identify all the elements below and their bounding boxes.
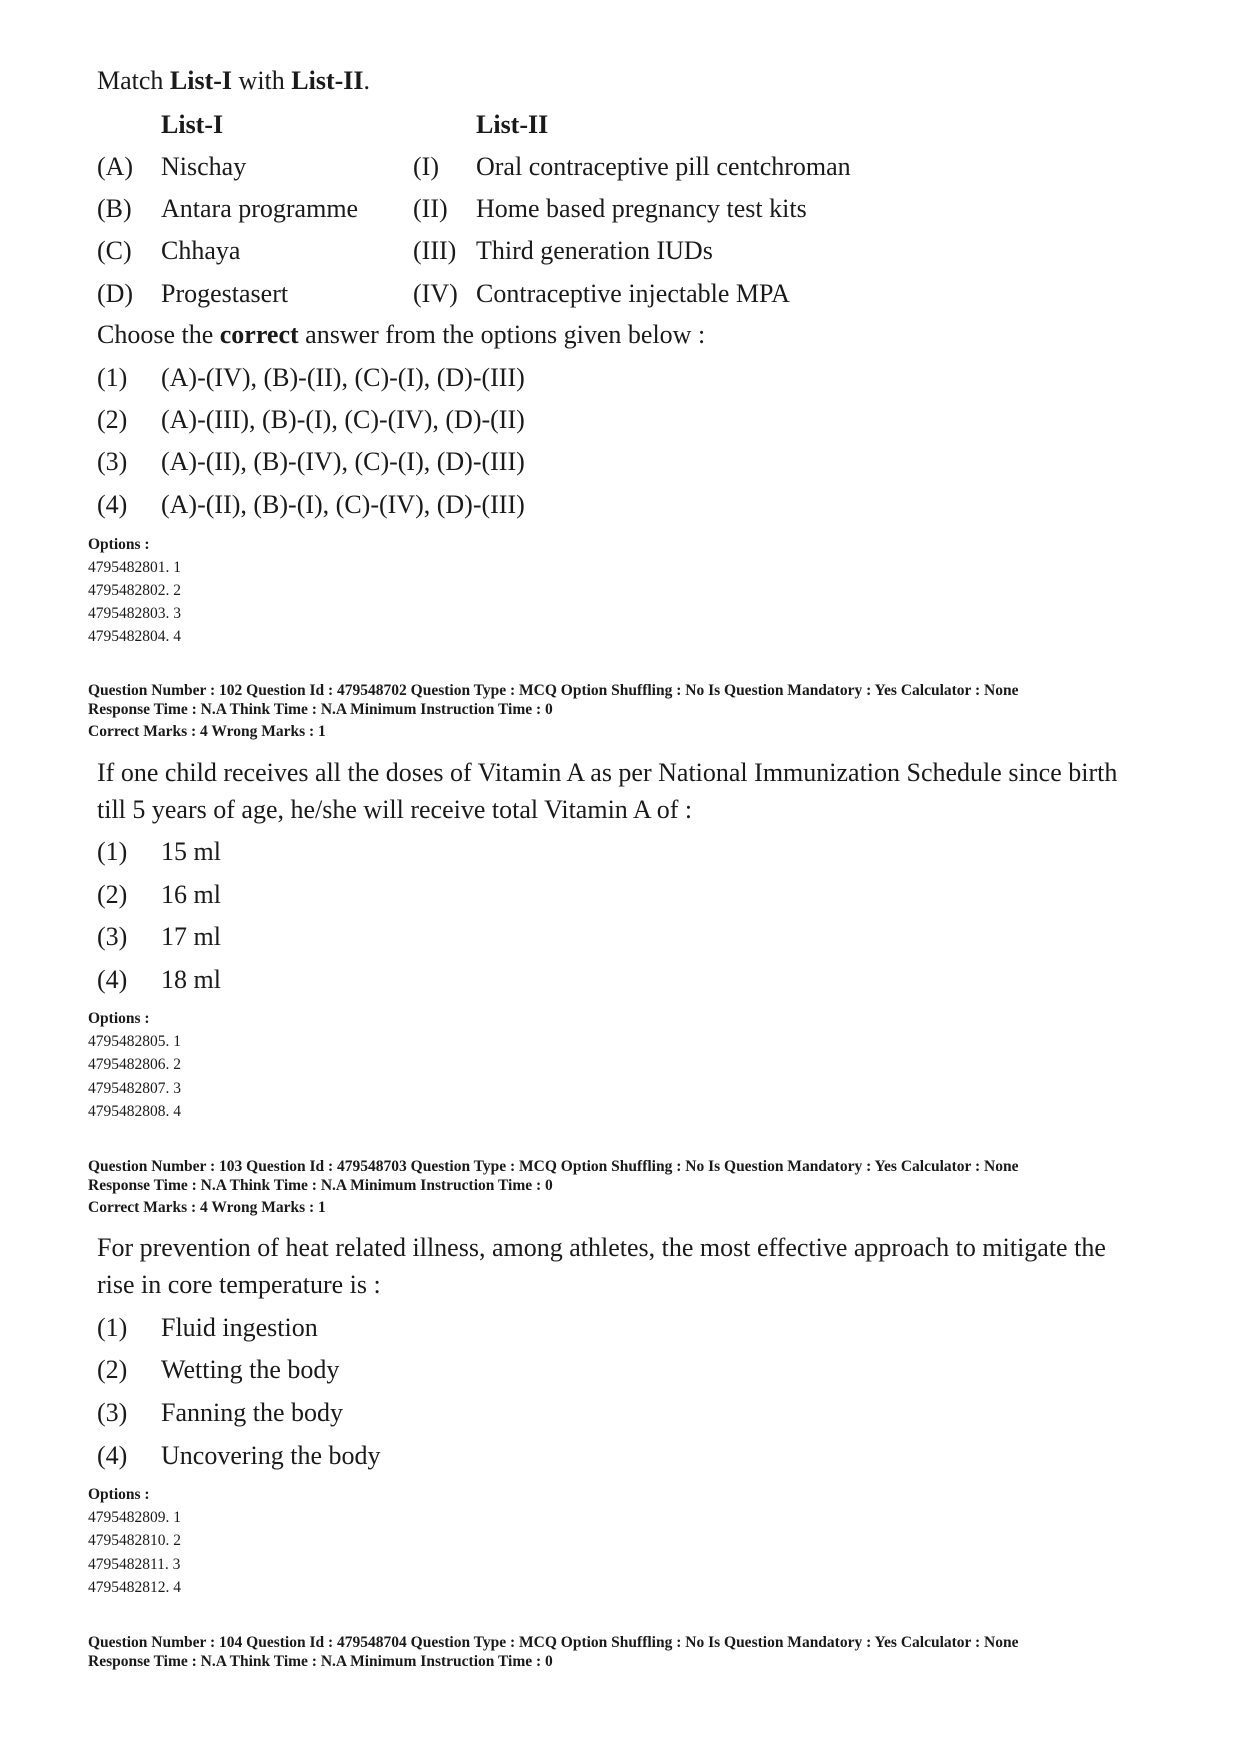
question-meta: Question Number : 104 Question Id : 479548704 Question Type : MCQ Option Shuffling : No Is Question Mandatory : Yes Calculator : None	[88, 1634, 1019, 1651]
option-id: 4795482809. 1	[88, 1509, 181, 1526]
list1-header: List-I	[161, 110, 224, 139]
options-label: Options :	[88, 1010, 150, 1027]
option-id: 4795482805. 1	[88, 1033, 181, 1050]
question-meta: Question Number : 103 Question Id : 479548703 Question Type : MCQ Option Shuffling : No Is Question Mandatory : Yes Calculator : None	[88, 1158, 1019, 1175]
question-marks: Correct Marks : 4 Wrong Marks : 1	[88, 1199, 326, 1216]
option-id: 4795482810. 2	[88, 1532, 181, 1549]
option-id: 4795482811. 3	[88, 1556, 181, 1573]
question-timing: Response Time : N.A Think Time : N.A Minimum Instruction Time : 0	[88, 1177, 553, 1194]
question-text: rise in core temperature is :	[97, 1270, 381, 1299]
match-instruction: Match List-I with List-II.	[97, 66, 371, 95]
option-id: 4795482804. 4	[88, 628, 181, 645]
question-marks: Correct Marks : 4 Wrong Marks : 1	[88, 723, 326, 740]
question-meta: Question Number : 102 Question Id : 479548702 Question Type : MCQ Option Shuffling : No Is Question Mandatory : Yes Calculator : None	[88, 682, 1019, 699]
option-id: 4795482808. 4	[88, 1103, 181, 1120]
question-timing: Response Time : N.A Think Time : N.A Minimum Instruction Time : 0	[88, 701, 553, 718]
question-text: If one child receives all the doses of Vitamin A as per National Immunization Schedule since birth	[97, 758, 1118, 787]
question-text: till 5 years of age, he/she will receive total Vitamin A of :	[97, 795, 693, 824]
option-id: 4795482801. 1	[88, 559, 181, 576]
question-timing: Response Time : N.A Think Time : N.A Minimum Instruction Time : 0	[88, 1653, 553, 1670]
option-id: 4795482802. 2	[88, 582, 181, 599]
option-id: 4795482803. 3	[88, 605, 181, 622]
option-id: 4795482812. 4	[88, 1579, 181, 1596]
option-id: 4795482807. 3	[88, 1080, 181, 1097]
choose-instruction: Choose the correct answer from the options given below :	[97, 320, 706, 349]
options-label: Options :	[88, 1486, 150, 1503]
list2-header: List-II	[476, 110, 549, 139]
options-label: Options :	[88, 536, 150, 553]
question-text: For prevention of heat related illness, among athletes, the most effective approach to mitigate the	[97, 1233, 1106, 1262]
option-id: 4795482806. 2	[88, 1056, 181, 1073]
